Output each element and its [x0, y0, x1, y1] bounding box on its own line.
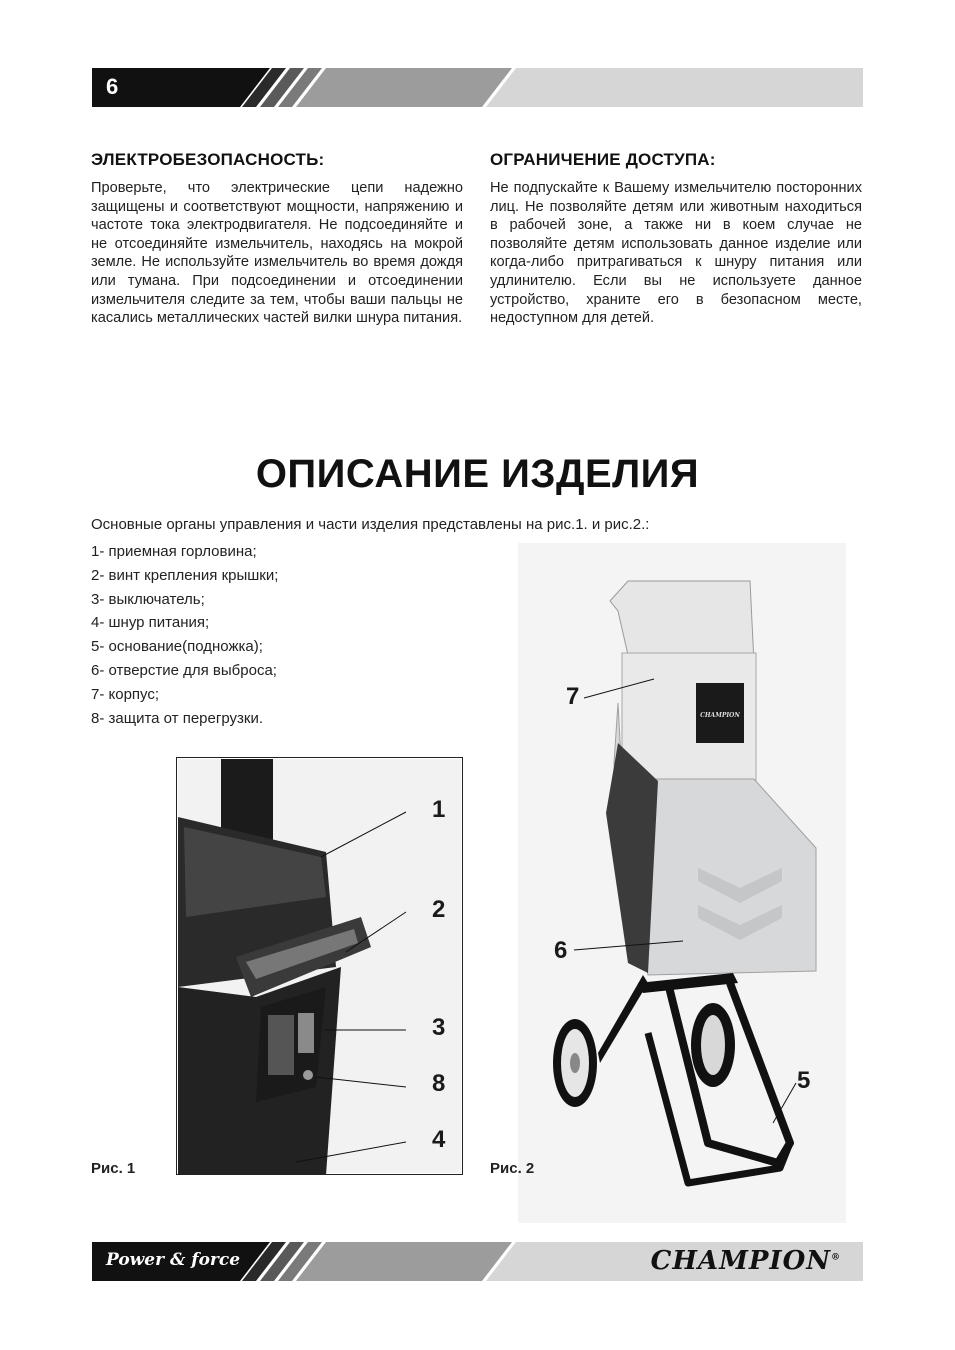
footer-slogan: Power & force [106, 1250, 241, 1270]
fig1-label-1: 1 [432, 796, 446, 823]
device-logo: CHAMPION [700, 712, 740, 719]
fig2-label-6: 6 [554, 937, 568, 964]
champion-logo [651, 1246, 841, 1276]
fig1-label-2: 2 [432, 896, 446, 923]
figure-1-caption: Рис. 1 [91, 1160, 136, 1177]
electrical-safety-text: Проверьте, что электрические цепи надежно защищены и соответствуют мощности, напряжению и частоте тока электродвигателя. Не подсоединяйте и не отсоединяйте измельчитель, находясь на мокрой земле. Не используйте измельчитель во время дождя или тумана. При подсоединении и отсоединении измельчителя следите за тем, чтобы ваши пальцы не касались металлических частей вилки шнура питания. [91, 180, 463, 327]
list-item: 5- основание(подножка); [91, 638, 263, 656]
list-item: 4- шнур питания; [91, 614, 210, 632]
figure-2-caption: Рис. 2 [490, 1160, 535, 1177]
brand-name: CHAMPION [650, 1246, 831, 1276]
page-number: 6 [106, 74, 119, 99]
product-intro: Основные органы управления и части изделия представлены на рис.1. и рис.2.: [91, 516, 650, 533]
fig1-label-3: 3 [432, 1014, 446, 1041]
parts-list [91, 540, 278, 730]
fig2-label-7: 7 [566, 683, 580, 710]
product-description-title: ОПИСАНИЕ ИЗДЕЛИЯ [255, 452, 700, 496]
list-item: 3- выключатель; [91, 590, 205, 608]
list-item: 6- отверстие для выброса; [91, 661, 277, 679]
list-item: 2- винт крепления крышки; [91, 566, 279, 584]
list-item: 8- защита от перегрузки. [91, 709, 263, 727]
fig2-label-5: 5 [797, 1067, 811, 1094]
header-band [92, 68, 863, 107]
registered-mark: ® [831, 1252, 841, 1263]
list-item: 7- корпус; [91, 685, 160, 703]
access-restriction-text: Не подпускайте к Вашему измельчителю посторонних лиц. Не позволяйте детям или животным находиться в рабочей зоне, а также ни в коем случае не позволяйте детям использовать данное изделие или когда-либо притрагиваться к шнуру питания или удлинителю. Если вы не используете данное устройство, храните его в безопасном месте, недоступном для детей. [490, 180, 862, 327]
list-item: 1- приемная горловина; [91, 543, 257, 560]
fig1-label-4: 4 [432, 1126, 446, 1153]
figure-1-photo [176, 757, 463, 1175]
footer-band [92, 1242, 863, 1281]
figure-2-photo [518, 543, 846, 1223]
electrical-safety-title: ЭЛЕКТРОБЕЗОПАСНОСТЬ: [91, 150, 325, 169]
access-restriction-title: ОГРАНИЧЕНИЕ ДОСТУПА: [490, 150, 716, 169]
fig1-label-8: 8 [432, 1070, 446, 1097]
